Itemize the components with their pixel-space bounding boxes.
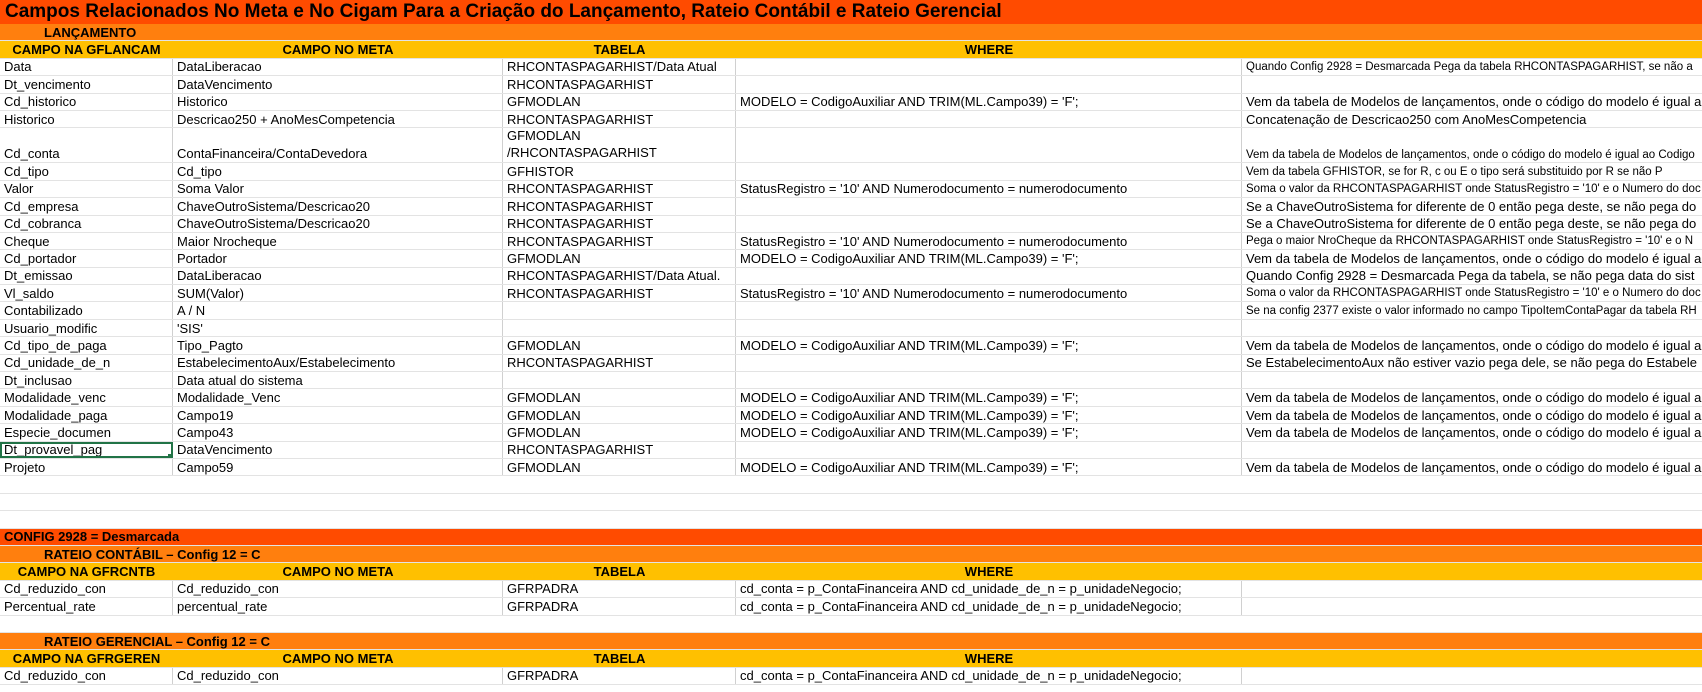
campo-cell[interactable]: Cd_historico: [0, 94, 173, 110]
where-cell[interactable]: [736, 268, 1242, 284]
meta-cell[interactable]: SUM(Valor): [173, 285, 503, 301]
table-row: [0, 181, 1702, 198]
meta-cell[interactable]: Soma Valor: [173, 181, 503, 197]
descricao-cell[interactable]: Vem da tabela GFHISTOR, se for R, c ou E o tipo será substituido por R se não P: [1246, 165, 1663, 178]
header-row: [0, 41, 1702, 58]
tabela-cell[interactable]: GFHISTOR: [503, 163, 736, 179]
where-cell[interactable]: MODELO = CodigoAuxiliar AND TRIM(ML.Campo39) = 'F';: [736, 94, 1242, 110]
rateio-gerencial-rows: [0, 668, 1702, 685]
meta-cell[interactable]: Cd_reduzido_con: [173, 581, 503, 597]
where-cell[interactable]: MODELO = CodigoAuxiliar AND TRIM(ML.Campo39) = 'F';: [736, 389, 1242, 405]
header-cell-empty[interactable]: [1242, 650, 1702, 666]
campo-cell[interactable]: Cd_portador: [0, 250, 173, 266]
meta-cell[interactable]: ChaveOutroSistema/Descricao20: [173, 216, 503, 232]
tabela-cell[interactable]: GFRPADRA: [503, 668, 736, 684]
tabela-cell[interactable]: RHCONTASPAGARHIST: [503, 181, 736, 197]
table-row: [0, 111, 1702, 128]
where-cell[interactable]: [736, 76, 1242, 92]
descricao-cell[interactable]: [1242, 598, 1702, 614]
header-cell[interactable]: TABELA: [593, 650, 646, 666]
campo-cell[interactable]: Data: [0, 59, 173, 75]
table-row: [0, 442, 1702, 459]
meta-cell[interactable]: ContaFinanceira/ContaDevedora: [173, 128, 503, 162]
campo-cell[interactable]: Cd_tipo_de_paga: [0, 337, 173, 353]
table-row: [0, 198, 1702, 215]
campo-cell[interactable]: Dt_emissao: [0, 268, 173, 284]
descricao-cell[interactable]: Quando Config 2928 = Desmarcada Pega da tabela, se não pega data do sist: [1246, 268, 1695, 284]
header-cell[interactable]: CAMPO NO META: [282, 564, 394, 580]
tabela-cell[interactable]: RHCONTASPAGARHIST: [503, 76, 736, 92]
table-row: [0, 302, 1702, 319]
meta-cell[interactable]: DataVencimento: [173, 442, 503, 458]
table-row: [0, 285, 1702, 302]
table-row: [0, 94, 1702, 111]
descricao-cell[interactable]: [1242, 76, 1702, 92]
tabela-cell[interactable]: RHCONTASPAGARHIST: [503, 198, 736, 214]
campo-cell[interactable]: Cd_cobranca: [0, 216, 173, 232]
descricao-cell[interactable]: [1242, 442, 1702, 458]
where-cell[interactable]: MODELO = CodigoAuxiliar AND TRIM(ML.Campo39) = 'F';: [736, 459, 1242, 475]
rateio-contabil-rows: [0, 581, 1702, 616]
where-cell[interactable]: cd_conta = p_ContaFinanceira AND cd_unidade_de_n = p_unidadeNegocio;: [736, 598, 1242, 614]
section-label[interactable]: RATEIO CONTÁBIL – Config 12 = C: [44, 546, 261, 562]
descricao-cell[interactable]: Vem da tabela de Modelos de lançamentos, onde o código do modelo é igual a: [1246, 250, 1702, 266]
header-cell-empty[interactable]: [1242, 563, 1702, 579]
descricao-cell[interactable]: Vem da tabela de Modelos de lançamentos, onde o código do modelo é igual a: [1246, 94, 1702, 110]
lancamento-rows: [0, 59, 1702, 477]
meta-cell[interactable]: ChaveOutroSistema/Descricao20: [173, 198, 503, 214]
where-cell[interactable]: MODELO = CodigoAuxiliar AND TRIM(ML.Campo39) = 'F';: [736, 407, 1242, 423]
tabela-cell[interactable]: GFMODLAN: [503, 407, 736, 423]
table-row: [0, 459, 1702, 476]
campo-cell[interactable]: Cd_unidade_de_n: [0, 355, 173, 371]
where-cell[interactable]: [736, 216, 1242, 232]
section-label[interactable]: LANÇAMENTO: [44, 24, 137, 40]
where-cell[interactable]: MODELO = CodigoAuxiliar AND TRIM(ML.Campo39) = 'F';: [736, 337, 1242, 353]
descricao-cell[interactable]: Se na config 2377 existe o valor informado no campo TipoItemContaPagar da tabela RH: [1246, 304, 1697, 317]
table-row: [0, 76, 1702, 93]
config-band[interactable]: CONFIG 2928 = Desmarcada: [4, 529, 180, 545]
where-cell[interactable]: [736, 128, 1242, 162]
meta-cell[interactable]: Modalidade_Venc: [173, 389, 503, 405]
campo-cell[interactable]: Cd_reduzido_con: [0, 581, 173, 597]
table-row: [0, 59, 1702, 76]
section-label-row: [0, 633, 1702, 650]
header-row: [0, 563, 1702, 580]
header-cell[interactable]: WHERE: [964, 564, 1014, 580]
tabela-cell[interactable]: RHCONTASPAGARHIST: [503, 355, 736, 371]
empty-row: [0, 476, 1702, 493]
table-row: [0, 216, 1702, 233]
meta-cell[interactable]: Campo43: [173, 424, 503, 440]
header-cell[interactable]: WHERE: [964, 650, 1014, 666]
meta-cell[interactable]: Campo59: [173, 459, 503, 475]
where-cell[interactable]: StatusRegistro = '10' AND Numerodocumento = numerodocumento: [736, 233, 1242, 249]
table-row: [0, 372, 1702, 389]
table-row: [0, 250, 1702, 267]
tabela-cell[interactable]: RHCONTASPAGARHIST: [503, 285, 736, 301]
descricao-cell[interactable]: Soma o valor da RHCONTASPAGARHIST onde StatusRegistro = '10' e o Numero do doc: [1246, 287, 1701, 300]
table-row: [0, 233, 1702, 250]
tabela-cell[interactable]: GFRPADRA: [503, 581, 736, 597]
descricao-cell[interactable]: Vem da tabela de Modelos de lançamentos, onde o código do modelo é igual a: [1246, 407, 1702, 423]
tabela-cell[interactable]: RHCONTASPAGARHIST/Data Atual: [503, 59, 736, 75]
where-cell[interactable]: [736, 59, 1242, 75]
header-cell[interactable]: CAMPO NA GFRGEREN: [12, 650, 161, 666]
tabela-cell[interactable]: RHCONTASPAGARHIST: [503, 442, 736, 458]
where-cell[interactable]: [736, 320, 1242, 336]
meta-cell[interactable]: 'SIS': [173, 320, 503, 336]
campo-cell[interactable]: Projeto: [0, 459, 173, 475]
meta-cell[interactable]: percentual_rate: [173, 598, 503, 614]
where-cell[interactable]: [736, 163, 1242, 179]
meta-cell[interactable]: EstabelecimentoAux/Estabelecimento: [173, 355, 503, 371]
descricao-cell[interactable]: [1242, 581, 1702, 597]
header-cell-empty[interactable]: [1242, 41, 1702, 57]
descricao-cell[interactable]: Se a ChaveOutroSistema for diferente de 0 então pega deste, se não pega do: [1246, 198, 1697, 214]
header-cell[interactable]: TABELA: [593, 42, 646, 58]
campo-cell[interactable]: Especie_documen: [0, 424, 173, 440]
tabela-cell[interactable]: RHCONTASPAGARHIST/Data Atual.: [503, 268, 736, 284]
table-row: [0, 163, 1702, 180]
meta-cell[interactable]: Maior Nrocheque: [173, 233, 503, 249]
campo-cell[interactable]: Dt_provavel_pag: [0, 442, 173, 458]
tabela-cell[interactable]: [503, 372, 736, 388]
header-cell[interactable]: WHERE: [964, 42, 1014, 58]
meta-cell[interactable]: Descricao250 + AnoMesCompetencia: [173, 111, 503, 127]
empty-row: [0, 494, 1702, 511]
campo-cell[interactable]: Modalidade_paga: [0, 407, 173, 423]
tabela-cell[interactable]: [503, 302, 736, 318]
where-cell[interactable]: StatusRegistro = '10' AND Numerodocumento = numerodocumento: [736, 285, 1242, 301]
header-cell[interactable]: TABELA: [593, 564, 646, 580]
tabela-cell[interactable]: GFMODLAN: [503, 389, 736, 405]
descricao-cell[interactable]: Quando Config 2928 = Desmarcada Pega da tabela RHCONTASPAGARHIST, se não a: [1246, 60, 1693, 73]
empty-row: [0, 511, 1702, 528]
sheet-title[interactable]: Campos Relacionados No Meta e No Cigam Para a Criação do Lançamento, Rateio Contábil e Rateio Gerencial: [5, 1, 1002, 22]
where-cell[interactable]: [736, 302, 1242, 318]
tabela-cell[interactable]: RHCONTASPAGARHIST: [503, 111, 736, 127]
campo-cell[interactable]: Percentual_rate: [0, 598, 173, 614]
tabela-cell[interactable]: GFMODLAN: [503, 94, 736, 110]
meta-cell[interactable]: DataVencimento: [173, 76, 503, 92]
table-row: [0, 424, 1702, 441]
descricao-cell[interactable]: Vem da tabela de Modelos de lançamentos, onde o código do modelo é igual a: [1246, 337, 1702, 353]
descricao-cell[interactable]: Se EstabelecimentoAux não estiver vazio pega dele, se não pega do Estabele: [1246, 355, 1697, 371]
where-cell[interactable]: [736, 355, 1242, 371]
descricao-cell[interactable]: Vem da tabela de Modelos de lançamentos, onde o código do modelo é igual ao Codigo: [1246, 149, 1695, 162]
table-row: [0, 581, 1702, 598]
campo-cell[interactable]: Valor: [0, 181, 173, 197]
cell-line: /RHCONTASPAGARHIST: [507, 145, 657, 161]
config-band-row: [0, 529, 1702, 546]
tabela-cell[interactable]: GFMODLAN: [503, 337, 736, 353]
campo-cell[interactable]: Historico: [0, 111, 173, 127]
campo-cell[interactable]: Cd_tipo: [0, 163, 173, 179]
table-row: [0, 389, 1702, 406]
tabela-cell[interactable]: GFRPADRA: [503, 598, 736, 614]
meta-cell[interactable]: Portador: [173, 250, 503, 266]
tabela-cell[interactable]: [503, 128, 736, 162]
tabela-cell[interactable]: RHCONTASPAGARHIST: [503, 216, 736, 232]
section-label-row: [0, 546, 1702, 563]
meta-cell[interactable]: DataLiberacao: [173, 268, 503, 284]
table-row: [0, 268, 1702, 285]
header-cell[interactable]: CAMPO NO META: [282, 650, 394, 666]
descricao-cell[interactable]: [1242, 372, 1702, 388]
campo-cell[interactable]: Modalidade_venc: [0, 389, 173, 405]
campo-cell[interactable]: Vl_saldo: [0, 285, 173, 301]
table-row: [0, 407, 1702, 424]
header-cell[interactable]: CAMPO NO META: [282, 42, 394, 58]
cell-line: GFMODLAN: [507, 128, 581, 144]
where-cell[interactable]: [736, 111, 1242, 127]
where-cell[interactable]: [736, 372, 1242, 388]
descricao-cell[interactable]: Pega o maior NroCheque da RHCONTASPAGARHIST onde StatusRegistro = '10' e o N: [1246, 235, 1694, 248]
where-cell[interactable]: MODELO = CodigoAuxiliar AND TRIM(ML.Campo39) = 'F';: [736, 424, 1242, 440]
descricao-cell[interactable]: Vem da tabela de Modelos de lançamentos, onde o código do modelo é igual a: [1246, 390, 1702, 406]
descricao-cell[interactable]: Vem da tabela de Modelos de lançamentos, onde o código do modelo é igual a: [1246, 459, 1702, 475]
table-row: [0, 128, 1702, 163]
meta-cell[interactable]: Cd_reduzido_con: [173, 668, 503, 684]
descricao-cell[interactable]: [1242, 320, 1702, 336]
campo-cell[interactable]: Cheque: [0, 233, 173, 249]
header-cell[interactable]: CAMPO NA GFLANCAM: [12, 42, 161, 58]
meta-cell[interactable]: Tipo_Pagto: [173, 337, 503, 353]
empty-row: [0, 616, 1702, 633]
table-row: [0, 668, 1702, 685]
descricao-cell[interactable]: Concatenação de Descricao250 com AnoMesCompetencia: [1246, 111, 1587, 127]
descricao-cell[interactable]: Soma o valor da RHCONTASPAGARHIST onde StatusRegistro = '10' e o Numero do doc: [1246, 182, 1701, 195]
campo-cell[interactable]: Usuario_modific: [0, 320, 173, 336]
meta-cell[interactable]: Historico: [173, 94, 503, 110]
tabela-cell[interactable]: [503, 320, 736, 336]
table-row: [0, 320, 1702, 337]
campo-cell[interactable]: Cd_empresa: [0, 198, 173, 214]
where-cell[interactable]: [736, 198, 1242, 214]
campo-cell[interactable]: Cd_reduzido_con: [0, 668, 173, 684]
where-cell[interactable]: [736, 442, 1242, 458]
descricao-cell[interactable]: Vem da tabela de Modelos de lançamentos, onde o código do modelo é igual a: [1246, 424, 1702, 440]
campo-cell[interactable]: Dt_inclusao: [0, 372, 173, 388]
table-row: [0, 598, 1702, 615]
where-cell[interactable]: cd_conta = p_ContaFinanceira AND cd_unidade_de_n = p_unidadeNegocio;: [736, 668, 1242, 684]
meta-cell[interactable]: DataLiberacao: [173, 59, 503, 75]
table-row: [0, 337, 1702, 354]
tabela-cell[interactable]: RHCONTASPAGARHIST: [503, 233, 736, 249]
tabela-cell[interactable]: GFMODLAN: [503, 424, 736, 440]
header-row: [0, 650, 1702, 667]
meta-cell[interactable]: A / N: [173, 302, 503, 318]
where-cell[interactable]: StatusRegistro = '10' AND Numerodocumento = numerodocumento: [736, 181, 1242, 197]
meta-cell[interactable]: Cd_tipo: [173, 163, 503, 179]
section-label-row: [0, 24, 1702, 41]
campo-cell[interactable]: Contabilizado: [0, 302, 173, 318]
descricao-cell[interactable]: Se a ChaveOutroSistema for diferente de 0 então pega deste, se não pega do: [1246, 216, 1697, 232]
meta-cell[interactable]: Data atual do sistema: [173, 372, 503, 388]
section-label[interactable]: RATEIO GERENCIAL – Config 12 = C: [44, 633, 270, 649]
table-row: [0, 355, 1702, 372]
where-cell[interactable]: cd_conta = p_ContaFinanceira AND cd_unidade_de_n = p_unidadeNegocio;: [736, 581, 1242, 597]
campo-cell[interactable]: Dt_vencimento: [0, 76, 173, 92]
header-cell[interactable]: CAMPO NA GFRCNTB: [17, 564, 156, 580]
title-row: [0, 0, 1702, 24]
tabela-cell[interactable]: GFMODLAN: [503, 459, 736, 475]
where-cell[interactable]: MODELO = CodigoAuxiliar AND TRIM(ML.Campo39) = 'F';: [736, 250, 1242, 266]
tabela-cell[interactable]: GFMODLAN: [503, 250, 736, 266]
descricao-cell[interactable]: [1242, 668, 1702, 684]
meta-cell[interactable]: Campo19: [173, 407, 503, 423]
campo-cell[interactable]: Cd_conta: [0, 128, 173, 162]
